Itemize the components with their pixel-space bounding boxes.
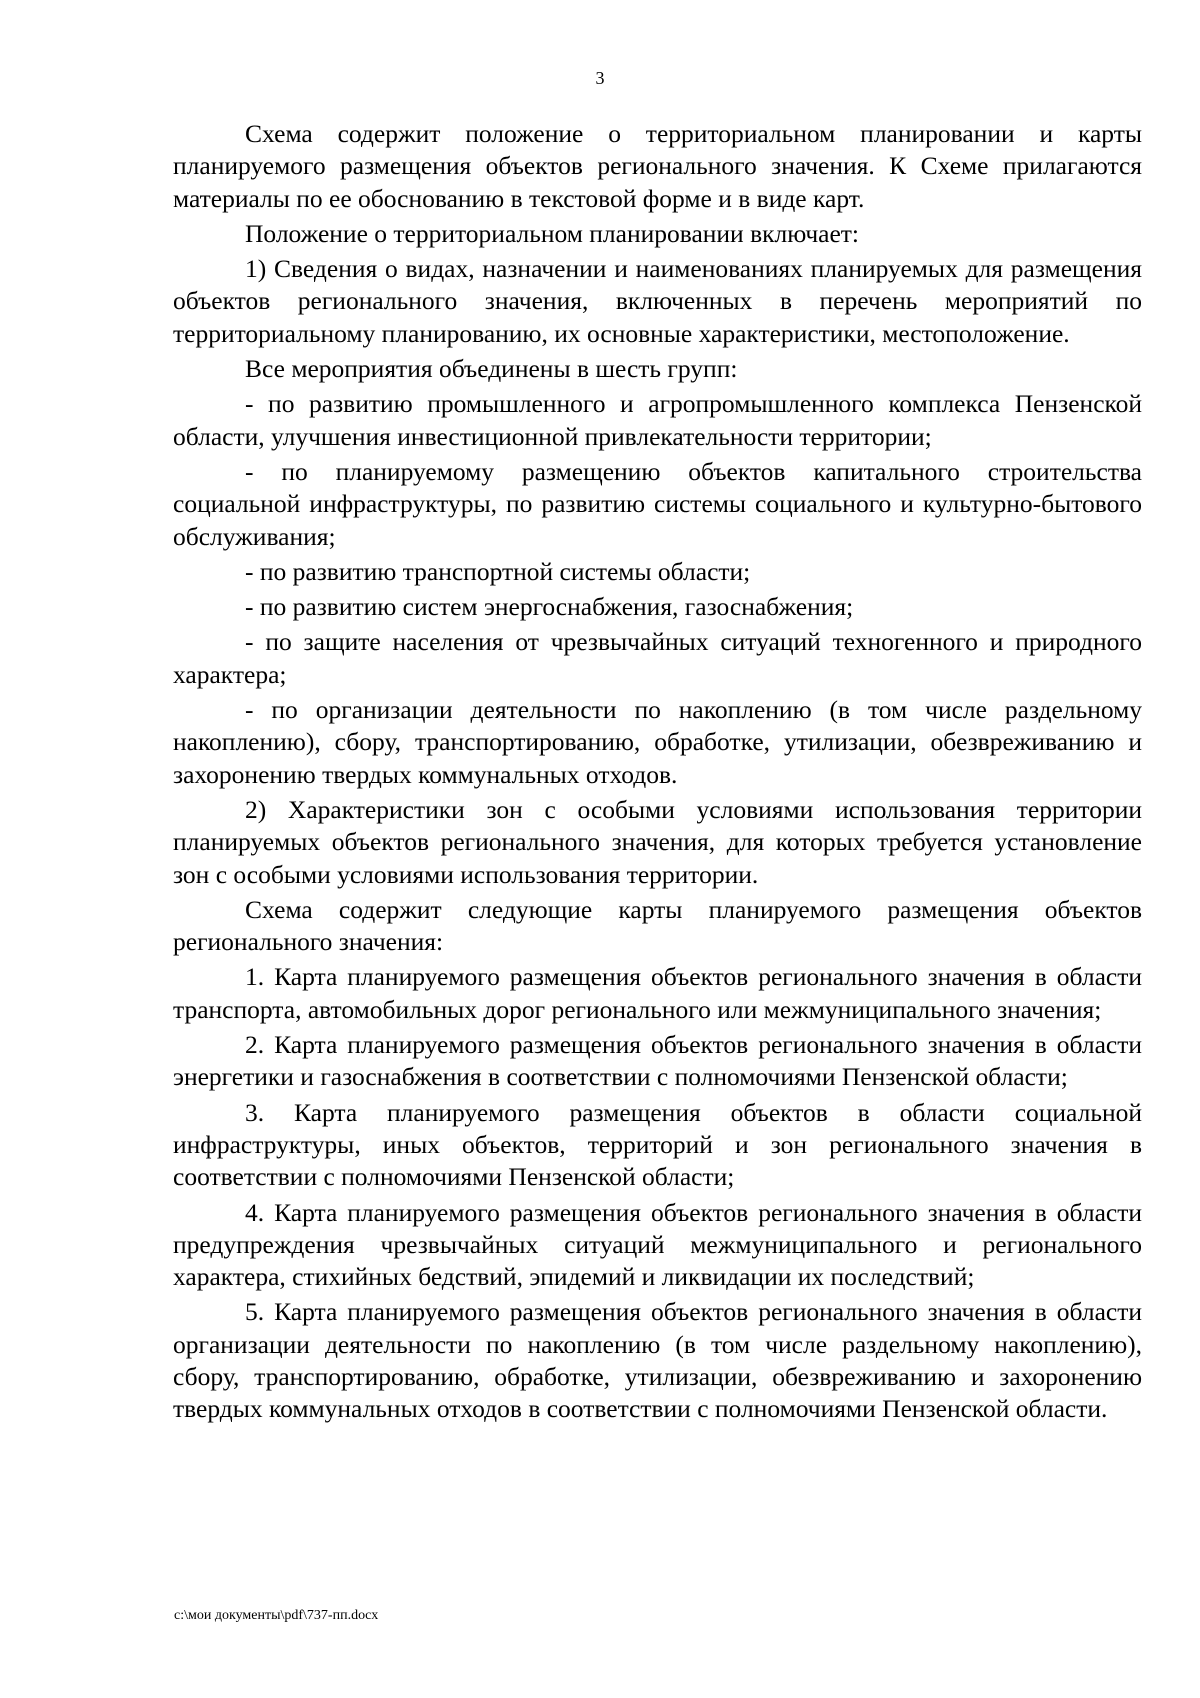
paragraph-scheme-contents: Схема содержит положение о территориальном планировании и карты планируемого размещения объектов регионального значения. К Схеме прилагаются материалы по ее обоснованию в текстовой форме и в виде карт. [173,119,1142,213]
paragraph-item-1-info: 1) Сведения о видах, назначении и наименованиях планируемых для размещения объектов регионального значения, включенных в перечень мероприятий по территориальному планированию, их основные характеристики, местоположение. [173,254,1142,348]
map-item-3: 3. Карта планируемого размещения объектов в области социальной инфраструктуры, иных объектов, территорий и зон регионального значения в соответствии с полномочиями Пензенской области; [173,1097,1142,1192]
map-item-4: 4. Карта планируемого размещения объектов регионального значения в области предупреждения чрезвычайных ситуаций межмуниципального и регионального характера, стихийных бедствий, эпидемий и ликвидации их последствий; [173,1197,1142,1292]
paragraph-item-2-zones: 2) Характеристики зон с особыми условиями использования территории планируемых объектов регионального значения, для которых требуется установление зон с особыми условиями использования территории. [173,794,1142,889]
paragraph-maps-intro: Схема содержит следующие карты планируемого размещения объектов регионального значения: [173,894,1142,957]
list-item-energy: - по развитию систем энергоснабжения, газоснабжения; [245,592,854,622]
paragraph-provision-includes: Положение о территориальном планировании включает: [245,218,860,248]
map-item-2: 2. Карта планируемого размещения объектов регионального значения в области энергетики и газоснабжения в соответствии с полномочиями Пензенской области; [173,1030,1142,1092]
list-item-waste: - по организации деятельности по накоплению (в том числе раздельному накоплению), сбору, транспортированию, обработке, утилизации, обезвреживанию и захоронению твердых коммунальных отходов. [173,695,1142,789]
map-item-5: 5. Карта планируемого размещения объектов регионального значения в области организации деятельности по накоплению (в том числе раздельному накоплению), сбору, транспортированию, обработке, утилизации, обезвреживанию и захоронению твердых коммунальных отходов в соответствии с полномочиями Пензенской области. [173,1297,1142,1424]
footer-file-path: c:\мои документы\pdf\737-пп.docx [174,1608,379,1623]
map-item-1: 1. Карта планируемого размещения объектов регионального значения в области транспорта, автомобильных дорог регионального или межмуниципального значения; [173,962,1142,1024]
document-body [173,118,1142,1429]
list-item-industrial: - по развитию промышленного и агропромышленного комплекса Пензенской области, улучшения инвестиционной привлекательности территории; [173,389,1142,451]
list-item-transport: - по развитию транспортной системы области; [245,556,751,586]
list-item-emergency: - по защите населения от чрезвычайных ситуаций техногенного и природного характера; [173,627,1142,689]
list-item-social-infrastructure: - по планируемому размещению объектов капитального строительства социальной инфраструктуры, по развитию системы социального и культурно-бытового обслуживания; [173,456,1142,551]
page-number: 3 [595,68,605,88]
paragraph-six-groups: Все мероприятия объединены в шесть групп: [245,354,738,384]
